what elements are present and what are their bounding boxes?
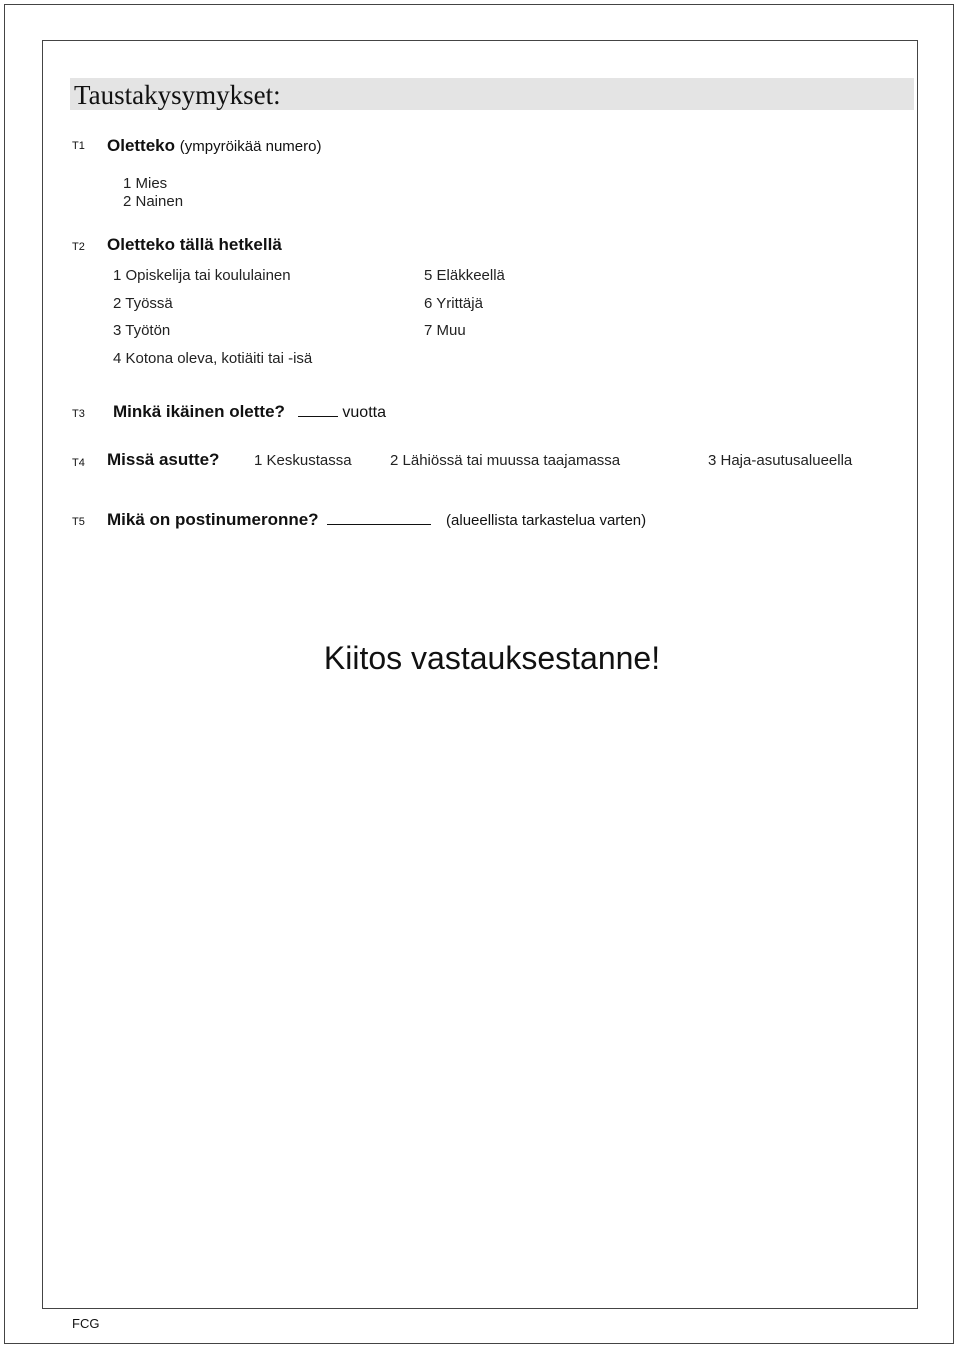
question-number-t3: T3 bbox=[72, 408, 85, 420]
t2-option-1[interactable]: 1 Opiskelija tai koululainen bbox=[113, 267, 291, 284]
question-t4: Missä asutte? bbox=[107, 450, 220, 469]
footer-label: FCG bbox=[72, 1316, 100, 1331]
question-number-t5: T5 bbox=[72, 516, 85, 528]
question-t3-text: Minkä ikäinen olette? bbox=[113, 402, 285, 421]
question-t5-text: Mikä on postinumeronne? bbox=[107, 510, 319, 529]
t1-option-1[interactable]: 1 Mies bbox=[123, 175, 168, 192]
age-unit: vuotta bbox=[342, 404, 386, 421]
page-title: Taustakysymykset: bbox=[74, 80, 281, 110]
t2-option-5[interactable]: 5 Eläkkeellä bbox=[424, 267, 505, 284]
question-t5-note: (alueellista tarkastelua varten) bbox=[446, 512, 647, 529]
question-t1-text: Oletteko bbox=[107, 136, 176, 155]
question-t5 bbox=[107, 510, 646, 530]
question-number-t2: T2 bbox=[72, 241, 85, 253]
question-t2: Oletteko tällä hetkellä bbox=[107, 235, 282, 254]
question-t1-note: (ympyröikää numero) bbox=[179, 138, 322, 155]
t2-option-2[interactable]: 2 Työssä bbox=[113, 295, 173, 312]
t4-option-1[interactable]: 1 Keskustassa bbox=[254, 452, 352, 469]
t2-option-3[interactable]: 3 Työtön bbox=[113, 322, 171, 339]
question-t1 bbox=[107, 136, 321, 156]
t1-option-2[interactable]: 2 Nainen bbox=[123, 193, 184, 210]
t4-option-3[interactable]: 3 Haja-asutusalueella bbox=[708, 452, 853, 469]
t2-option-6[interactable]: 6 Yrittäjä bbox=[424, 295, 483, 312]
age-answer-line[interactable] bbox=[298, 416, 338, 417]
question-number-t4: T4 bbox=[72, 457, 85, 469]
t2-option-7[interactable]: 7 Muu bbox=[424, 322, 466, 339]
question-t3 bbox=[113, 402, 386, 422]
postal-code-answer-line[interactable] bbox=[327, 524, 431, 525]
thank-you-message: Kiitos vastauksestanne! bbox=[323, 640, 661, 676]
question-number-t1: T1 bbox=[72, 140, 85, 152]
t2-option-4[interactable]: 4 Kotona oleva, kotiäiti tai -isä bbox=[113, 350, 313, 367]
t4-option-2[interactable]: 2 Lähiössä tai muussa taajamassa bbox=[390, 452, 621, 469]
